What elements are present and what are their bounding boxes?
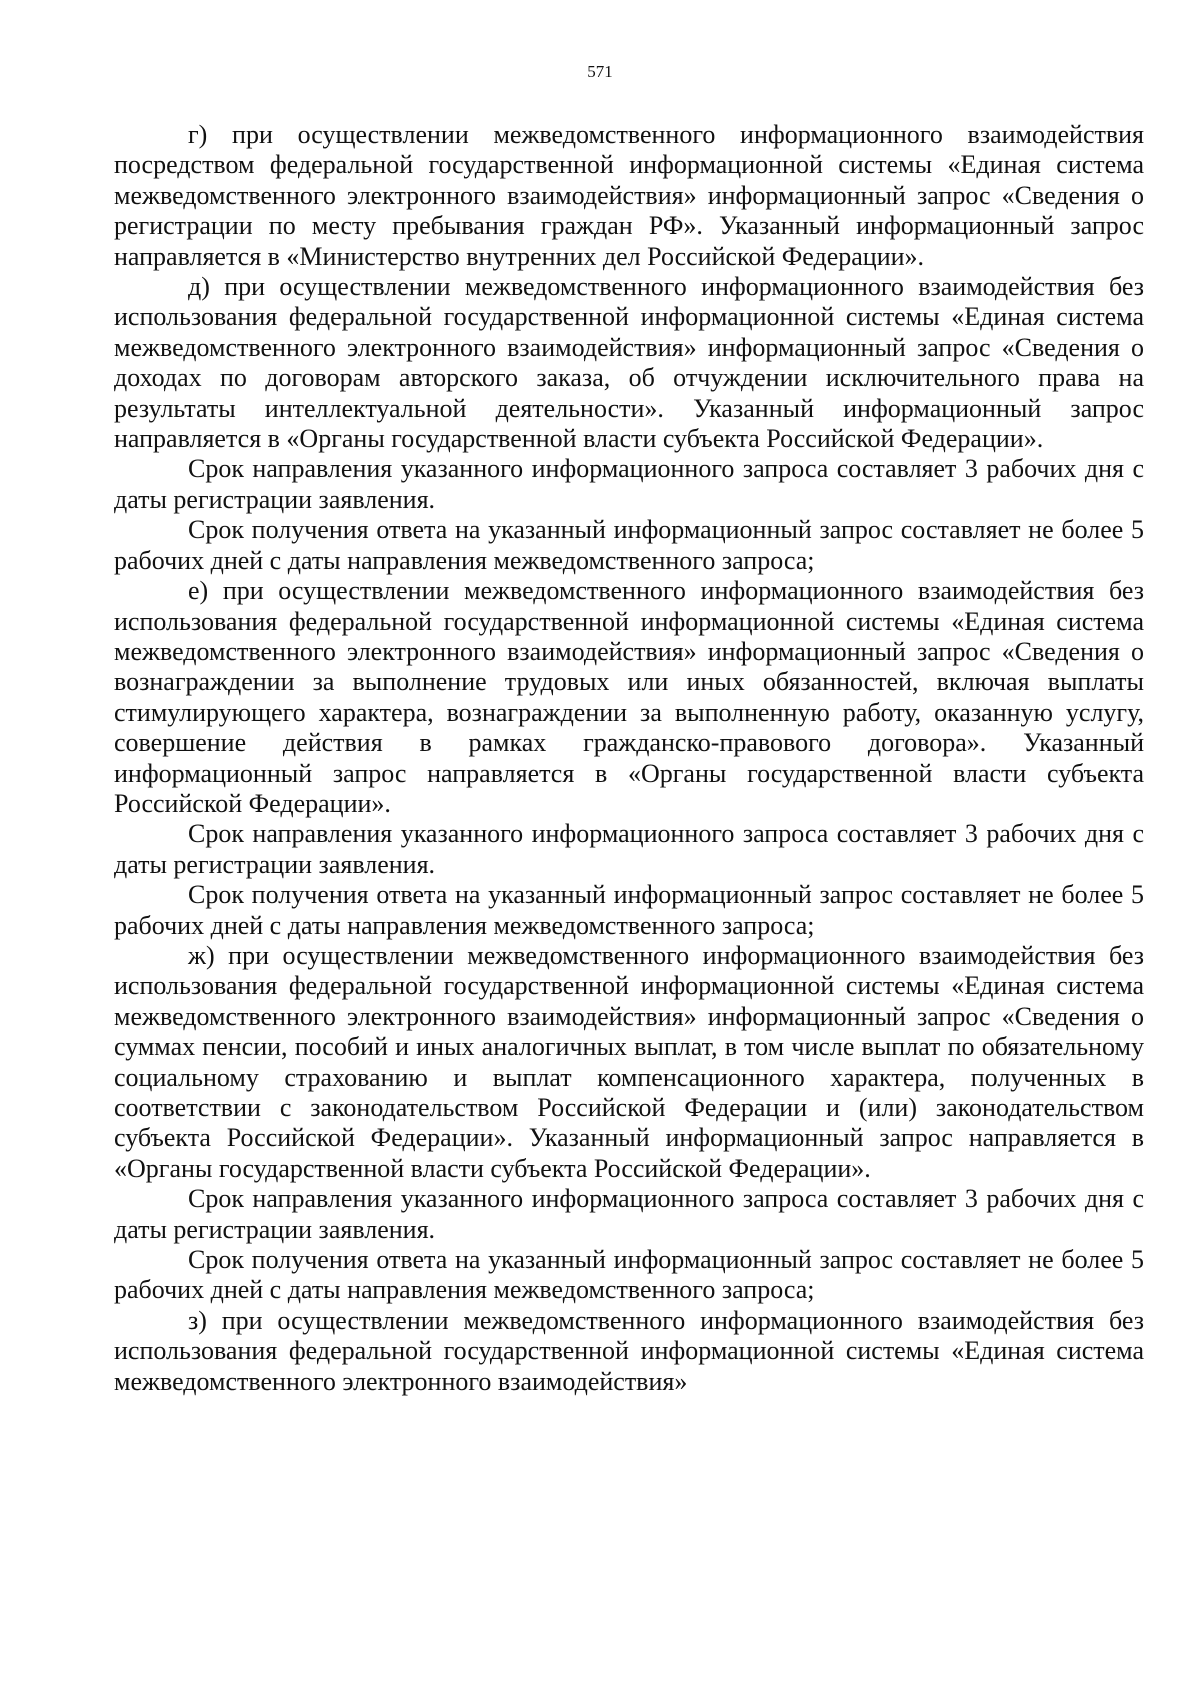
paragraph-request-deadline: Срок направления указанного информационного запроса составляет 3 рабочих дня с даты регистрации заявления.	[114, 454, 1144, 514]
paragraph-response-deadline: Срок получения ответа на указанный информационный запрос составляет не более 5 рабочих дней с даты направления межведомственного запроса;	[114, 1245, 1144, 1305]
paragraph-response-deadline: Срок получения ответа на указанный информационный запрос составляет не более 5 рабочих дней с даты направления межведомственного запроса;	[114, 880, 1144, 940]
paragraph-item-d: д) при осуществлении межведомственного информационного взаимодействия без использования федеральной государственной информационной системы «Единая система межведомственного электронного взаимодействия» информационный запрос «Сведения о доходах по договорам авторского заказа, об отчуждении исключительного права на результаты интеллектуальной деятельности». Указанный информационный запрос направляется в «Органы государственной власти субъекта Российской Федерации».	[114, 272, 1144, 454]
paragraph-request-deadline: Срок направления указанного информационного запроса составляет 3 рабочих дня с даты регистрации заявления.	[114, 1184, 1144, 1244]
paragraph-item-g: г) при осуществлении межведомственного информационного взаимодействия посредством федеральной государственной информационной системы «Единая система межведомственного электронного взаимодействия» информационный запрос «Сведения о регистрации по месту пребывания граждан РФ». Указанный информационный запрос направляется в «Министерство внутренних дел Российской Федерации».	[114, 120, 1144, 271]
paragraph-item-e: е) при осуществлении межведомственного информационного взаимодействия без использования федеральной государственной информационной системы «Единая система межведомственного электронного взаимодействия» информационный запрос «Сведения о вознаграждении за выполнение трудовых или иных обязанностей, включая выплаты стимулирующего характера, вознаграждении за выполненную работу, оказанную услугу, совершение действия в рамках гражданско-правового договора». Указанный информационный запрос направляется в «Органы государственной власти субъекта Российской Федерации».	[114, 576, 1144, 818]
paragraph-item-zh: ж) при осуществлении межведомственного информационного взаимодействия без использования федеральной государственной информационной системы «Единая система межведомственного электронного взаимодействия» информационный запрос «Сведения о суммах пенсии, пособий и иных аналогичных выплат, в том числе выплат по обязательному социальному страхованию и выплат компенсационного характера, полученных в соответствии с законодательством Российской Федерации и (или) законодательством субъекта Российской Федерации». Указанный информационный запрос направляется в «Органы государственной власти субъекта Российской Федерации».	[114, 940, 1144, 1183]
paragraph-item-z: з) при осуществлении межведомственного информационного взаимодействия без использования федеральной государственной информационной системы «Единая система межведомственного электронного взаимодействия»	[114, 1305, 1144, 1396]
document-body	[114, 120, 1144, 1397]
paragraph-request-deadline: Срок направления указанного информационного запроса составляет 3 рабочих дня с даты регистрации заявления.	[114, 819, 1144, 879]
paragraph-response-deadline: Срок получения ответа на указанный информационный запрос составляет не более 5 рабочих дней с даты направления межведомственного запроса;	[114, 515, 1144, 575]
page-number: 571	[587, 62, 613, 81]
